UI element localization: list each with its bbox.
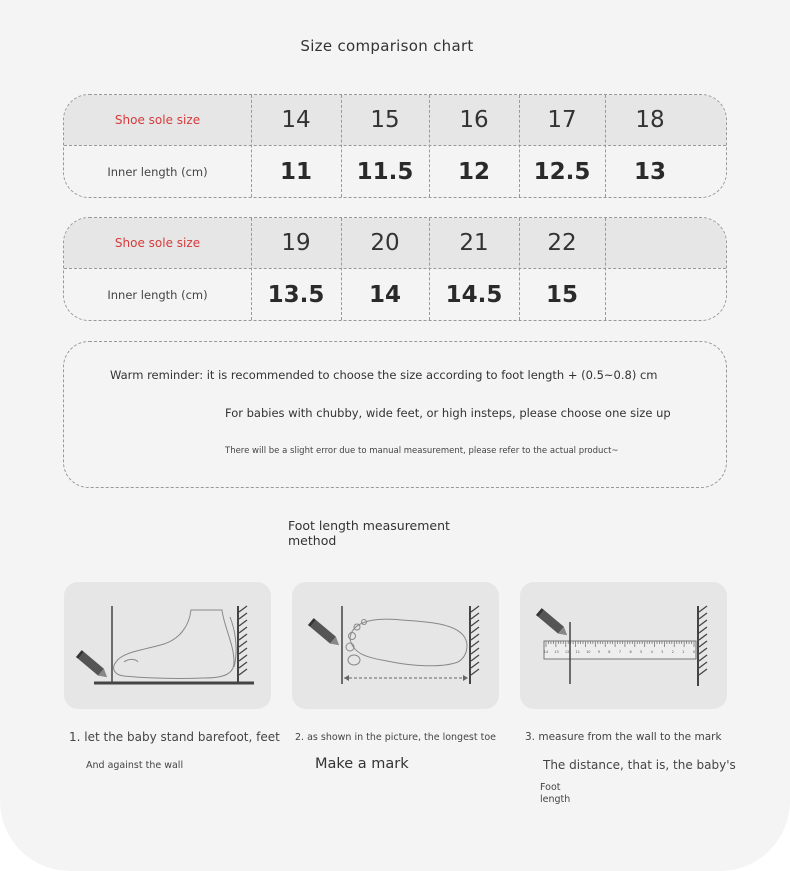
step-3-illustration xyxy=(520,582,727,709)
ruler-tick-label: 6 xyxy=(629,650,632,654)
page-title: Size comparison chart xyxy=(300,37,474,55)
reminder-line-3: There will be a slight error due to manual measurement, please refer to the actual product~ xyxy=(225,446,619,456)
ruler-tick-label: 13 xyxy=(554,650,559,654)
size-table-1 xyxy=(63,94,727,198)
ruler-tick-label: 9 xyxy=(597,650,600,654)
inner-length-value: 15 xyxy=(545,281,578,308)
ruler-tick-label: 11 xyxy=(575,650,580,654)
inner-length-label: Inner length (cm) xyxy=(107,287,208,302)
sole-size-label: Shoe sole size xyxy=(114,113,201,127)
step-3-subcaption: The distance, that is, the baby's xyxy=(543,758,736,772)
sole-size-value: 17 xyxy=(547,107,577,133)
sole-size-value: 18 xyxy=(635,107,665,133)
warm-reminder-box xyxy=(63,341,727,488)
reminder-line-1: Warm reminder: it is recommended to choose the size according to foot length + (0.5~0.8) cm xyxy=(110,368,658,382)
inner-length-label: Inner length (cm) xyxy=(107,164,208,179)
sole-size-value: 20 xyxy=(370,230,400,256)
step-2-illustration xyxy=(292,582,499,709)
inner-length-value: 12.5 xyxy=(533,158,591,185)
step-3-subcaption-2: Foot length xyxy=(540,782,571,805)
sole-size-label: Shoe sole size xyxy=(114,236,201,250)
inner-length-value: 12 xyxy=(457,158,490,185)
sole-size-value: 21 xyxy=(459,230,489,256)
step-2-caption: 2. as shown in the picture, the longest toe xyxy=(295,732,497,743)
ruler-tick-label: 2 xyxy=(671,650,674,654)
step-3-caption: 3. measure from the wall to the mark xyxy=(525,731,722,743)
foot-top-mark-toe-icon xyxy=(292,582,499,709)
inner-length-value: 11.5 xyxy=(356,158,414,185)
step-1-illustration xyxy=(64,582,271,709)
sole-size-value: 14 xyxy=(281,107,311,133)
ruler-tick-label: 5 xyxy=(640,650,643,654)
ruler-tick-label: 8 xyxy=(608,650,611,654)
ruler-tick-label: 1 xyxy=(682,650,685,654)
ruler-tick-label: 10 xyxy=(586,650,591,654)
step-2-subcaption: Make a mark xyxy=(315,756,409,772)
step-1-subcaption: And against the wall xyxy=(86,760,184,771)
method-title: Foot length measurement method xyxy=(288,518,450,548)
ruler-measure-icon xyxy=(520,582,727,709)
sole-size-value: 22 xyxy=(547,230,577,256)
inner-length-value: 14.5 xyxy=(445,281,503,308)
ruler-tick-label: 12 xyxy=(564,650,570,654)
sole-size-value: 15 xyxy=(370,107,400,133)
ruler-tick-label: 4 xyxy=(650,650,653,654)
ruler-tick-label: 7 xyxy=(618,650,622,654)
ruler-tick-label: 3 xyxy=(661,650,664,654)
inner-length-value: 14 xyxy=(368,281,401,308)
reminder-line-2: For babies with chubby, wide feet, or high insteps, please choose one size up xyxy=(225,406,671,420)
foot-side-against-wall-icon xyxy=(64,582,271,709)
size-table-2 xyxy=(63,217,727,321)
inner-length-value: 13 xyxy=(633,158,666,185)
inner-length-value: 13.5 xyxy=(267,281,325,308)
sole-size-value: 19 xyxy=(281,230,311,256)
ruler-tick-label: 0 xyxy=(692,650,696,654)
step-1-caption: 1. let the baby stand barefoot, feet xyxy=(69,730,280,744)
inner-length-value: 11 xyxy=(279,158,312,185)
sole-size-value: 16 xyxy=(459,107,489,133)
ruler-tick-label: 14 xyxy=(543,650,549,654)
